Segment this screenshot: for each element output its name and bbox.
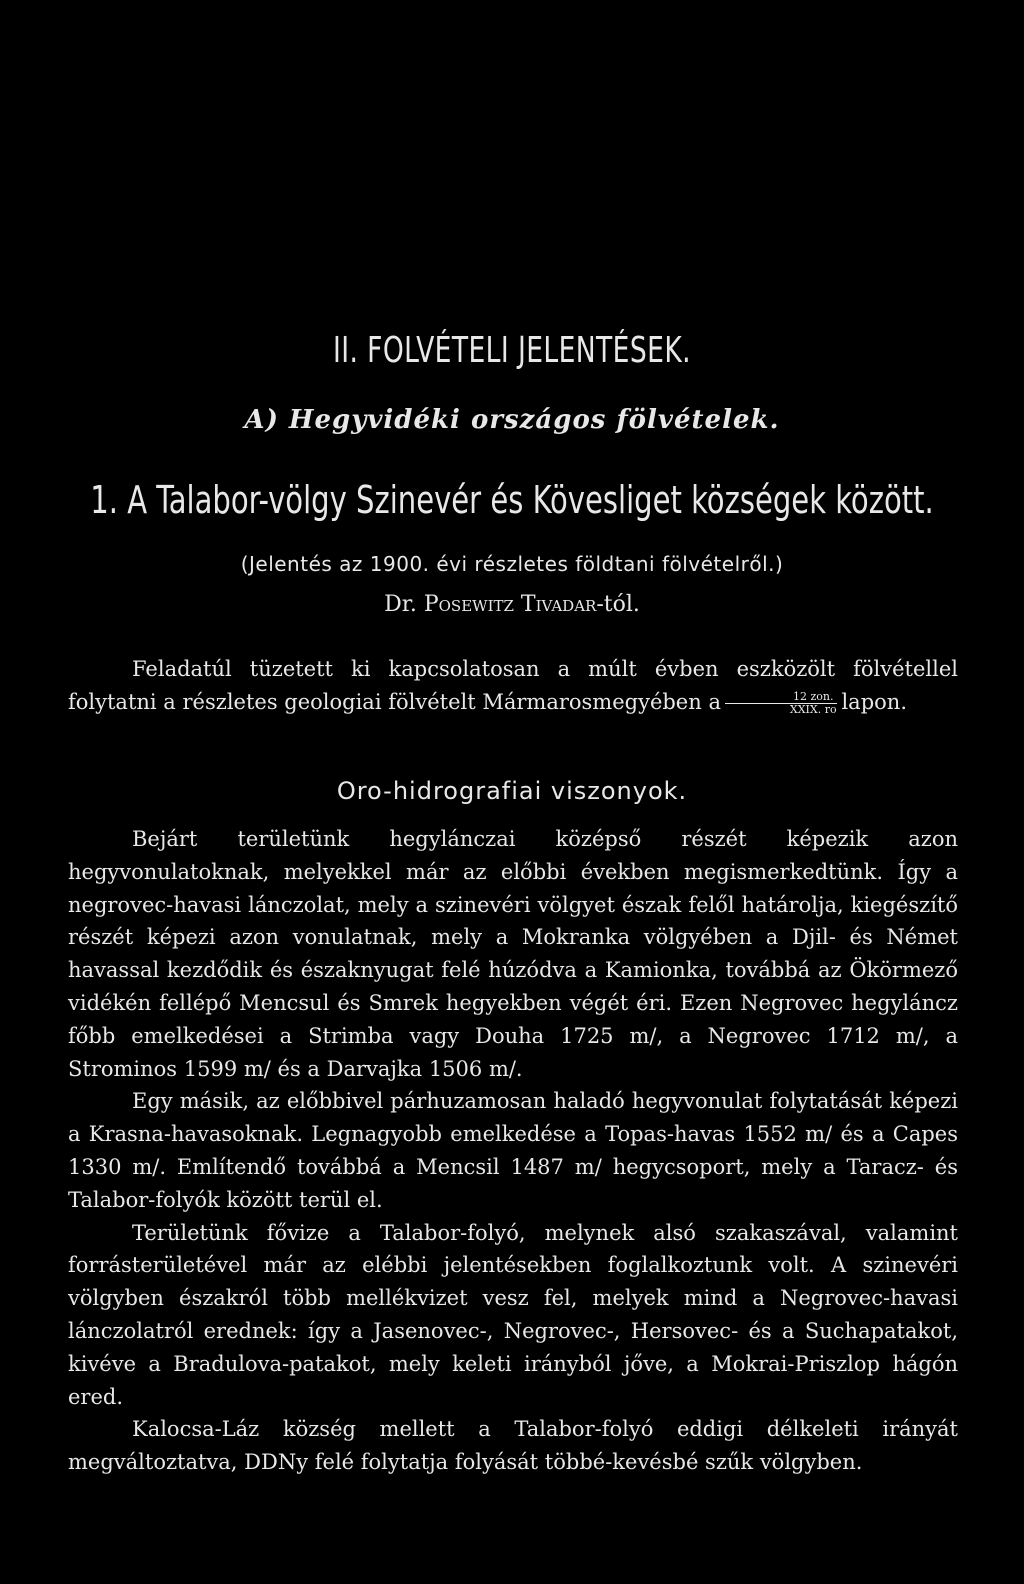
map-sheet-bottom: XXIX. ro bbox=[789, 702, 837, 716]
map-sheet-top: 12 zon. bbox=[725, 691, 838, 704]
subsection-heading: A) Hegyvidéki országos fölvételek. bbox=[244, 405, 780, 435]
paragraph: Egy másik, az előbbivel párhuzamosan haladó hegyvonulat folytatását képezi a Krasna-havasoknak. Legnagyobb emelkedése a Topas-havas 1552 m/ és a Capes 1330 m/. Említendő továbbá a Mencsil 1487 m/ hegycsoport, mely a Taracz- és Talabor-folyók között terül el. bbox=[68, 1089, 958, 1212]
paragraph: Kalocsa-Láz község mellett a Talabor-folyó eddigi délkeleti irányát megváltoztatva, DDNy felé folytatja folyását többé-kevésbé szűk völgyben. bbox=[68, 1417, 958, 1475]
intro-text-end: lapon. bbox=[841, 689, 907, 714]
paragraph: Területünk fővize a Talabor-folyó, melynek alsó szakaszával, valamint forrásterületével már az elébbi jelentésekben foglalkoztunk volt. A szinevéri völgyben északról több mellékvizet vesz fel, melyek mind a Negrovec-havasi lánczolatról erednek: így a Jasenovec-, Negrovec-, Hersovec- és a Suchapatakot, kivéve a Bradulova-patakot, mely keleti irányból jőve, a Mokrai-Priszlop hágón ered. bbox=[68, 1220, 958, 1409]
author-prefix: Dr. bbox=[384, 592, 417, 617]
map-sheet-fraction bbox=[725, 691, 838, 716]
author-suffix: -tól. bbox=[596, 592, 640, 617]
article-title: 1. A Talabor-völgy Szinevér és Kövesliget községek között. bbox=[90, 478, 934, 522]
oro-heading: Oro-hidrografiai viszonyok. bbox=[336, 777, 688, 805]
author-name: Posewitz Tivadar bbox=[423, 592, 597, 617]
intro-paragraph bbox=[68, 653, 958, 719]
report-note: (Jelentés az 1900. évi részletes földtani fölvételről.) bbox=[240, 552, 784, 576]
paragraph: Bejárt területünk hegylánczai középső részét képezik azon hegyvonulatoknak, melyekkel már az előbbi években megismerkedtünk. Így a negrovec-havasi lánczolat, mely a szinevéri völgyet észak felől határolja, kiegészítő részét képezi azon vonulatnak, mely a Mokranka völgyében a Djil- és Német havassal kezdődik és északnyugat felé húzódva a Kamionka, továbbá az Ökörmező vidékén fellépő Mencsul és Smrek hegyekben végét éri. Ezen Negrovec hegyláncz főbb emelkedései a Strimba vagy Douha 1725 m/, a Negrovec 1712 m/, a Strominos 1599 m/ és a Darvajka 1506 m/. bbox=[68, 827, 958, 1081]
main-text bbox=[68, 823, 958, 1479]
section-heading: II. FOLVÉTELI JELENTÉSEK. bbox=[332, 330, 691, 371]
author-line bbox=[0, 592, 1024, 617]
intro-text: Feladatúl tüzetett ki kapcsolatosan a múlt évben eszközölt fölvétellel folytatni a részletes geologiai fölvételt Mármarosmegyében a bbox=[68, 657, 958, 714]
